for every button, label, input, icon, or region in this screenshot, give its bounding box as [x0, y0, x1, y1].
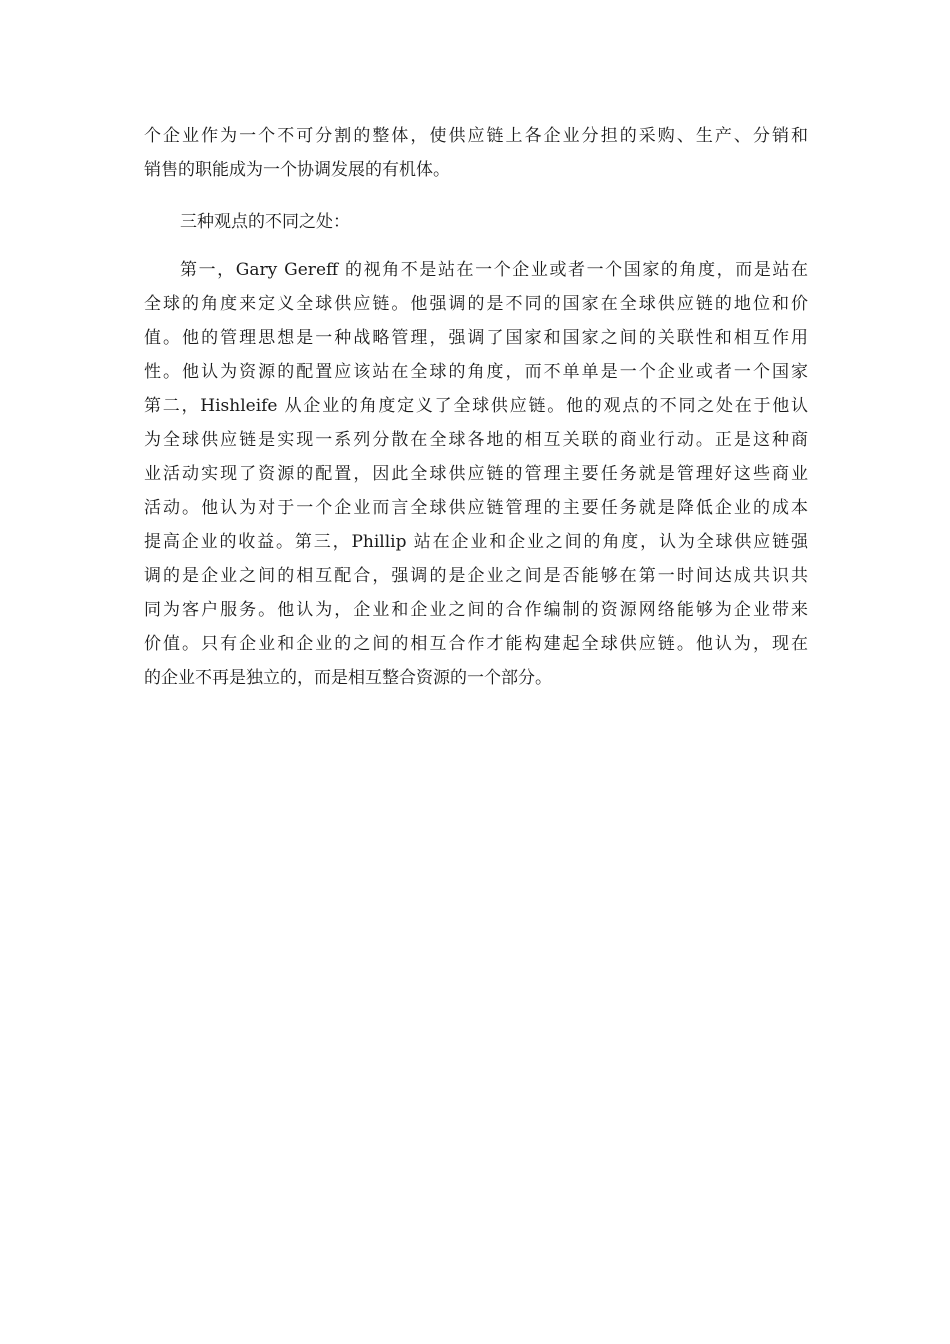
- text-line: 个企业作为一个不可分割的整体，使供应链上各企业分担的采购、生产、分销和: [144, 126, 808, 146]
- text-line: 第二，Hishleife 从企业的角度定义了全球供应链。他的观点的不同之处在于他认: [144, 396, 808, 416]
- text-line: 同为客户服务。他认为，企业和企业之间的合作编制的资源网络能够为企业带来: [144, 600, 808, 620]
- text-line: 销售的职能成为一个协调发展的有机体。: [144, 160, 450, 180]
- text-line: 业活动实现了资源的配置，因此全球供应链的管理主要任务就是管理好这些商业: [144, 464, 808, 484]
- text-line: 值。他的管理思想是一种战略管理，强调了国家和国家之间的关联性和相互作用: [144, 328, 808, 348]
- paragraph-heading-differences: [144, 205, 808, 239]
- text-line: 第一，Gary Gereff 的视角不是站在一个企业或者一个国家的角度，而是站在: [180, 260, 808, 280]
- text-line: 价值。只有企业和企业的之间的相互合作才能构建起全球供应链。他认为，现在: [144, 634, 808, 654]
- paragraph-continuation: [144, 119, 808, 187]
- paragraph-three-viewpoints: [144, 253, 808, 695]
- text-line: 性。他认为资源的配置应该站在全球的角度，而不单单是一个企业或者一个国家: [144, 362, 808, 382]
- text-line: 提高企业的收益。第三，Phillip 站在企业和企业之间的角度，认为全球供应链强: [144, 532, 808, 552]
- text-line: 为全球供应链是实现一系列分散在全球各地的相互关联的商业行动。正是这种商: [144, 430, 808, 450]
- text-line: 三种观点的不同之处：: [180, 212, 350, 232]
- text-line: 全球的角度来定义全球供应链。他强调的是不同的国家在全球供应链的地位和价: [144, 294, 808, 314]
- text-line: 的企业不再是独立的，而是相互整合资源的一个部分。: [144, 668, 552, 688]
- text-line: 调的是企业之间的相互配合，强调的是企业之间是否能够在第一时间达成共识共: [144, 566, 808, 586]
- text-line: 活动。他认为对于一个企业而言全球供应链管理的主要任务就是降低企业的成本: [144, 498, 808, 518]
